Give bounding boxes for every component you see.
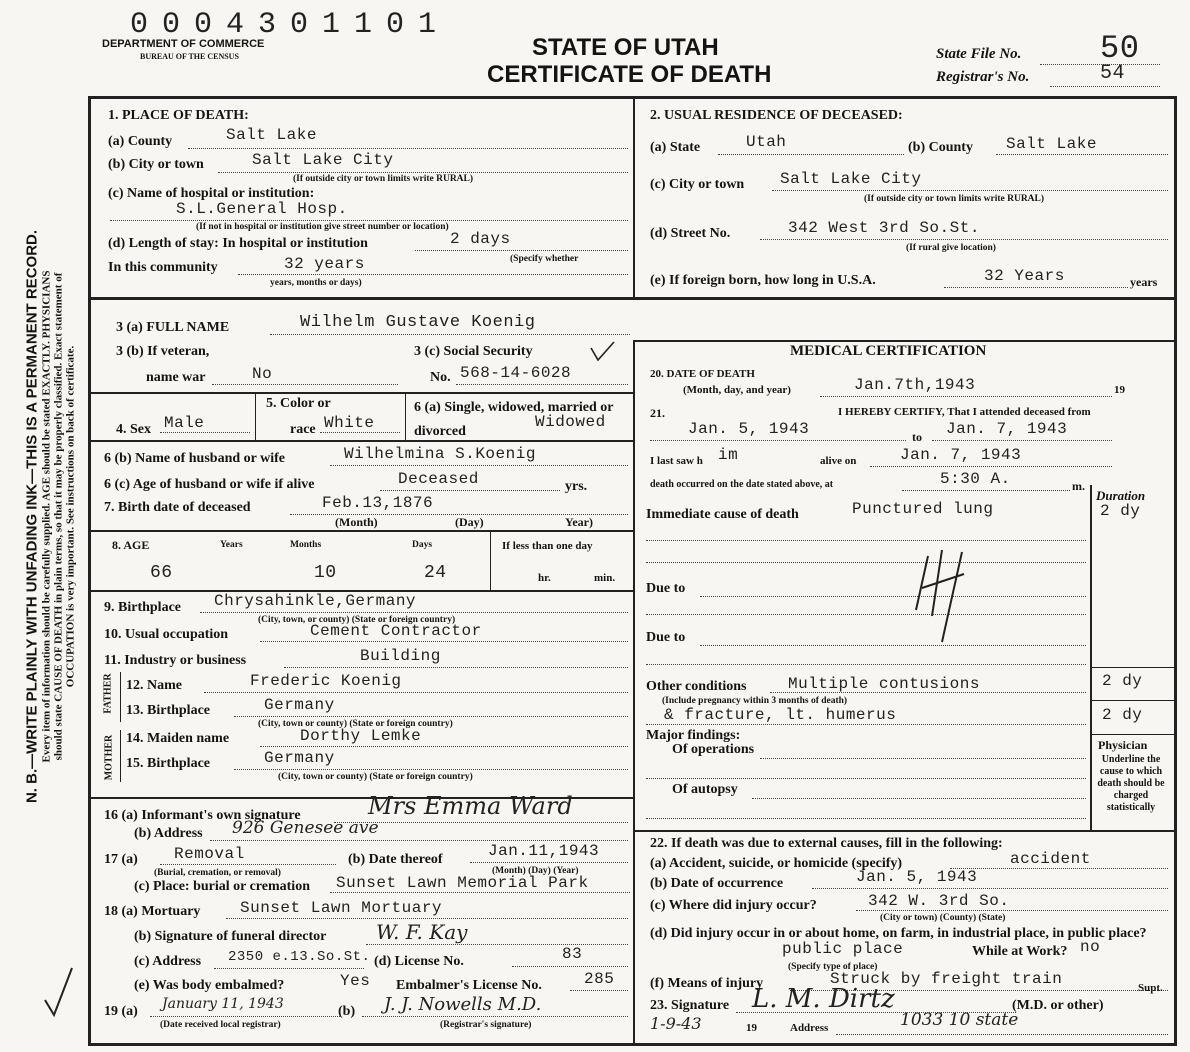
marital-value: Widowed [535, 413, 606, 431]
other-note: (Include pregnancy within 3 months of death) [662, 696, 848, 706]
state-heading: STATE OF UTAH [532, 34, 719, 61]
removal-value: Removal [174, 845, 245, 863]
bureau-label: BUREAU OF THE CENSUS [140, 52, 239, 61]
autopsy-label: Of autopsy [672, 782, 738, 797]
veteran-label: 3 (b) If veteran, [116, 344, 210, 359]
last-saw-value: im [718, 446, 739, 464]
margin-line-1: N. B.—WRITE PLAINLY WITH UNFADING INK—THIS IS A PERMANENT RECORD. [23, 229, 41, 804]
age-days: 24 [424, 563, 447, 583]
embalmer-no: 285 [584, 970, 615, 988]
industry-value: Building [360, 647, 441, 665]
mother-bp: Germany [264, 749, 335, 767]
signature-label: 23. Signature [650, 998, 730, 1013]
registrar-signature: J. J. Nowells M.D. [384, 994, 542, 1015]
hospital-label: (c) Name of hospital or institution: [108, 186, 315, 201]
war-label: name war [146, 370, 206, 385]
res-years-label: years [1130, 275, 1158, 289]
other-duration-2: 2 dy [1102, 706, 1143, 724]
birthplace-label: 9. Birthplace [104, 600, 181, 615]
sig-address: 1033 10 state [900, 1010, 1019, 1030]
res-foreign: 32 Years [984, 267, 1065, 285]
res-city-note: (If outside city or town limits write RURAL) [864, 194, 1045, 204]
embalmer-label: Embalmer's License No. [396, 978, 542, 993]
occurred-label: death occurred on the date stated above, at [650, 479, 834, 490]
check-mark [40, 960, 80, 1020]
license-value: 83 [562, 945, 583, 963]
res-foreign-label: (e) If foreign born, how long in U.S.A. [650, 273, 876, 288]
war-value: No [252, 365, 273, 383]
ss-no-label: No. [430, 370, 451, 385]
birthplace-value: Chrysahinkle,Germany [214, 592, 417, 610]
hr-label: hr. [538, 572, 551, 584]
community-note: years, months or days) [270, 278, 362, 288]
race-value: White [324, 414, 375, 432]
other-value-2: & fracture, lt. humerus [664, 706, 897, 724]
due-to-2-label: Due to [646, 630, 686, 645]
place-city-note: (If outside city or town limits write RURAL) [293, 174, 474, 184]
mortuary-address-label: (c) Address [134, 954, 202, 969]
alive-value: Jan. 7, 1943 [900, 446, 1022, 464]
father-bp-note: (City, town or county) (State or foreign country) [258, 719, 453, 729]
home-value: public place [782, 940, 904, 958]
means-value: Struck by freight train [830, 970, 1063, 988]
full-name: Wilhelm Gustave Koenig [300, 313, 536, 332]
supt-label: Supt. [1138, 982, 1163, 994]
margin-line-3: should state CAUSE OF DEATH in plain terms, so that it may be properly classified. Exact statement of [52, 272, 65, 761]
sex-value: Male [164, 414, 205, 432]
residence-heading: 2. USUAL RESIDENCE OF DECEASED: [650, 108, 903, 123]
immediate-duration: 2 dy [1100, 502, 1141, 520]
res-county-label: (b) County [908, 140, 973, 155]
sig-address-label: Address [790, 1022, 829, 1034]
m-label: m. [1072, 479, 1085, 493]
mortuary-value: Sunset Lawn Mortuary [240, 899, 443, 917]
alive-label: alive on [820, 455, 857, 467]
mother-name: Dorthy Lemke [300, 727, 422, 745]
occurrence-value: Jan. 5, 1943 [856, 868, 978, 886]
months-col: Months [290, 540, 322, 550]
other-value: Multiple contusions [788, 675, 980, 693]
father-name: Frederic Koenig [250, 672, 402, 690]
res-city-label: (c) City or town [650, 177, 745, 192]
birth-day: (Day) [455, 515, 484, 529]
date-thereof-note: (Month) (Day) (Year) [492, 866, 579, 876]
sex-label: 4. Sex [116, 422, 151, 437]
margin-line-4: OCCUPATION is very important. See instructions on back of certificate. [64, 345, 77, 688]
res-street-label: (d) Street No. [650, 226, 731, 241]
hospital-name: S.L.General Hosp. [176, 200, 348, 218]
occurrence-label: (b) Date of occurrence [650, 876, 784, 891]
department-label: DEPARTMENT OF COMMERCE [102, 38, 265, 50]
immediate-value: Punctured lung [852, 500, 994, 518]
less-col: If less than one day [502, 540, 593, 552]
industry-label: 11. Industry or business [104, 653, 247, 668]
physician-note-2: Underline the cause to which death should be charged statistically [1097, 754, 1165, 813]
embalmed-label: (e) Was body embalmed? [134, 978, 285, 993]
attended-to: Jan. 7, 1943 [946, 420, 1068, 438]
place-county: Salt Lake [226, 126, 317, 144]
community-label: In this community [108, 260, 218, 275]
res-state-label: (a) State [650, 140, 701, 155]
dod-19: 19 [1114, 384, 1125, 396]
physician-note: Physician [1098, 738, 1148, 752]
removal-label: 17 (a) [104, 852, 138, 867]
strike-mark-1 [902, 538, 982, 648]
accident-label: (a) Accident, suicide, or homicide (specify) [650, 856, 903, 871]
physician-signature: L. M. Dirtz [752, 984, 895, 1014]
state-file-number: 50 [1100, 30, 1140, 67]
min-label: min. [594, 572, 616, 584]
date-19-label: 19 [746, 1022, 757, 1034]
spouse-age-label: 6 (c) Age of husband or wife if alive [104, 477, 315, 492]
due-to-1-label: Due to [646, 581, 686, 596]
where-value: 342 W. 3rd So. [868, 892, 1010, 910]
margin-instructions [24, 27, 77, 1007]
state-file-label: State File No. [936, 46, 1022, 62]
occupation-value: Cement Contractor [310, 622, 482, 640]
mother-bp-label: 15. Birthplace [126, 756, 210, 771]
mortuary-address: 2350 e.13.So.St. [228, 949, 371, 965]
external-label: 22. If death was due to external causes, fill in the following: [650, 836, 1003, 851]
home-label: (d) Did injury occur in or about home, on farm, in industrial place, in public place? [650, 926, 1147, 941]
received-date: January 11, 1943 [162, 996, 284, 1012]
burial-place: Sunset Lawn Memorial Park [336, 874, 589, 892]
community-value: 32 years [284, 255, 365, 273]
place-city: Salt Lake City [252, 151, 394, 169]
where-label: (c) Where did injury occur? [650, 898, 817, 913]
operations-label: Of operations [672, 742, 755, 757]
certify-number: 21. [650, 406, 665, 420]
res-street-note: (If rural give location) [906, 243, 996, 253]
place-county-label: (a) County [108, 134, 173, 149]
yrs-label: yrs. [565, 479, 588, 494]
director-label: (b) Signature of funeral director [134, 929, 327, 944]
means-label: (f) Means of injury [650, 976, 764, 991]
father-name-label: 12. Name [126, 678, 182, 693]
informant-label: 16 (a) Informant's own signature [104, 808, 301, 823]
address-value: 926 Genesee ave [232, 818, 379, 838]
age-years: 66 [150, 563, 173, 583]
received-note: (Date received local registrar) [160, 1020, 281, 1030]
date-thereof-label: (b) Date thereof [348, 852, 443, 867]
ss-value: 568-14-6028 [460, 364, 572, 382]
removal-note: (Burial, cremation, or removal) [154, 868, 281, 878]
mother-name-label: 14. Maiden name [126, 731, 230, 746]
md-label: (M.D. or other) [1012, 998, 1104, 1013]
marital-label: 6 (a) Single, widowed, married or divorced [414, 400, 614, 439]
mortuary-label: 18 (a) Mortuary [104, 904, 201, 919]
date-thereof: Jan.11,1943 [488, 842, 600, 860]
attended-from: Jan. 5, 1943 [688, 420, 810, 438]
place-heading: 1. PLACE OF DEATH: [108, 108, 249, 123]
director-signature: W. F. Kay [376, 920, 468, 944]
father-bp-label: 13. Birthplace [126, 703, 210, 718]
serial-number: 0004301101 [130, 8, 451, 42]
occupation-label: 10. Usual occupation [104, 627, 229, 642]
certify-text: I HEREBY CERTIFY, That I attended deceased from [838, 406, 1091, 418]
specify-note: (Specify whether [510, 254, 579, 264]
father-bp: Germany [264, 696, 335, 714]
received-label: 19 (a) [104, 1004, 138, 1019]
where-note: (City or town) (County) (State) [880, 913, 1006, 923]
years-col: Years [220, 540, 243, 550]
res-city: Salt Lake City [780, 170, 922, 188]
res-state: Utah [746, 133, 787, 151]
last-saw-label: I last saw h [650, 455, 703, 467]
work-label: While at Work? [972, 944, 1068, 959]
address-label: (b) Address [134, 826, 203, 841]
work-value: no [1080, 938, 1101, 956]
stay-label: (d) Length of stay: In hospital or institution [108, 236, 368, 251]
res-street: 342 West 3rd So.St. [788, 219, 980, 237]
accident-value: accident [1010, 850, 1091, 868]
spouse-value: Wilhelmina S.Koenig [344, 445, 536, 463]
burial-place-label: (c) Place: burial or cremation [134, 879, 310, 894]
informant-signature: Mrs Emma Ward [368, 792, 573, 820]
age-label: 8. AGE [112, 538, 150, 552]
registrar-label: Registrar's No. [936, 69, 1030, 85]
res-county: Salt Lake [1006, 135, 1097, 153]
place-city-label: (b) City or town [108, 157, 204, 172]
certificate-title: CERTIFICATE OF DEATH [487, 61, 772, 88]
spouse-age: Deceased [398, 470, 479, 488]
name-label: 3 (a) FULL NAME [116, 320, 230, 335]
margin-line-2: Every item of information should be carefully supplied. AGE should be stated EXACTLY. PHYSICIANS [40, 270, 53, 763]
color-label: 5. Color or [266, 396, 331, 411]
registrar-note: (Registrar's signature) [440, 1020, 532, 1030]
embalmed-value: Yes [340, 972, 371, 990]
registrar-b-label: (b) [338, 1004, 356, 1019]
mother-side-label: MOTHER [103, 734, 115, 781]
birth-year: Year) [565, 515, 593, 529]
birth-label: 7. Birth date of deceased [104, 500, 251, 515]
to-label: to [912, 430, 922, 444]
stay-value: 2 days [450, 230, 511, 248]
mother-bp-note: (City, town or county) (State or foreign country) [278, 772, 473, 782]
other-duration: 2 dy [1102, 672, 1143, 690]
spouse-label: 6 (b) Name of husband or wife [104, 451, 285, 466]
father-side-label: FATHER [102, 673, 114, 714]
dod-label: 20. DATE OF DEATH [650, 368, 755, 380]
days-col: Days [412, 540, 433, 550]
age-months: 10 [314, 563, 337, 583]
hospital-note: (If not in hospital or institution give street number or location) [196, 222, 449, 232]
immediate-label: Immediate cause of death [646, 507, 799, 522]
race-label: race [290, 422, 316, 437]
dod-value: Jan.7th,1943 [854, 376, 976, 394]
major-label: Major findings: [646, 728, 741, 743]
occurred-value: 5:30 A. [940, 470, 1011, 488]
birth-month: (Month) [335, 515, 378, 529]
duration-label: Duration [1096, 488, 1146, 503]
specify-place-note: (Specify type of place) [788, 962, 878, 972]
birth-value: Feb.13,1876 [322, 494, 434, 512]
dod-note: (Month, day, and year) [683, 384, 791, 396]
ss-check-icon [588, 340, 618, 364]
medical-heading: MEDICAL CERTIFICATION [790, 343, 987, 359]
birthplace-note: (City, town, or county) (State or foreign country) [258, 615, 456, 625]
license-label: (d) License No. [374, 954, 464, 969]
date-signed: 1-9-43 [650, 1014, 702, 1033]
ss-label: 3 (c) Social Security [414, 344, 533, 359]
other-label: Other conditions [646, 679, 747, 694]
registrar-number: 54 [1100, 62, 1126, 85]
